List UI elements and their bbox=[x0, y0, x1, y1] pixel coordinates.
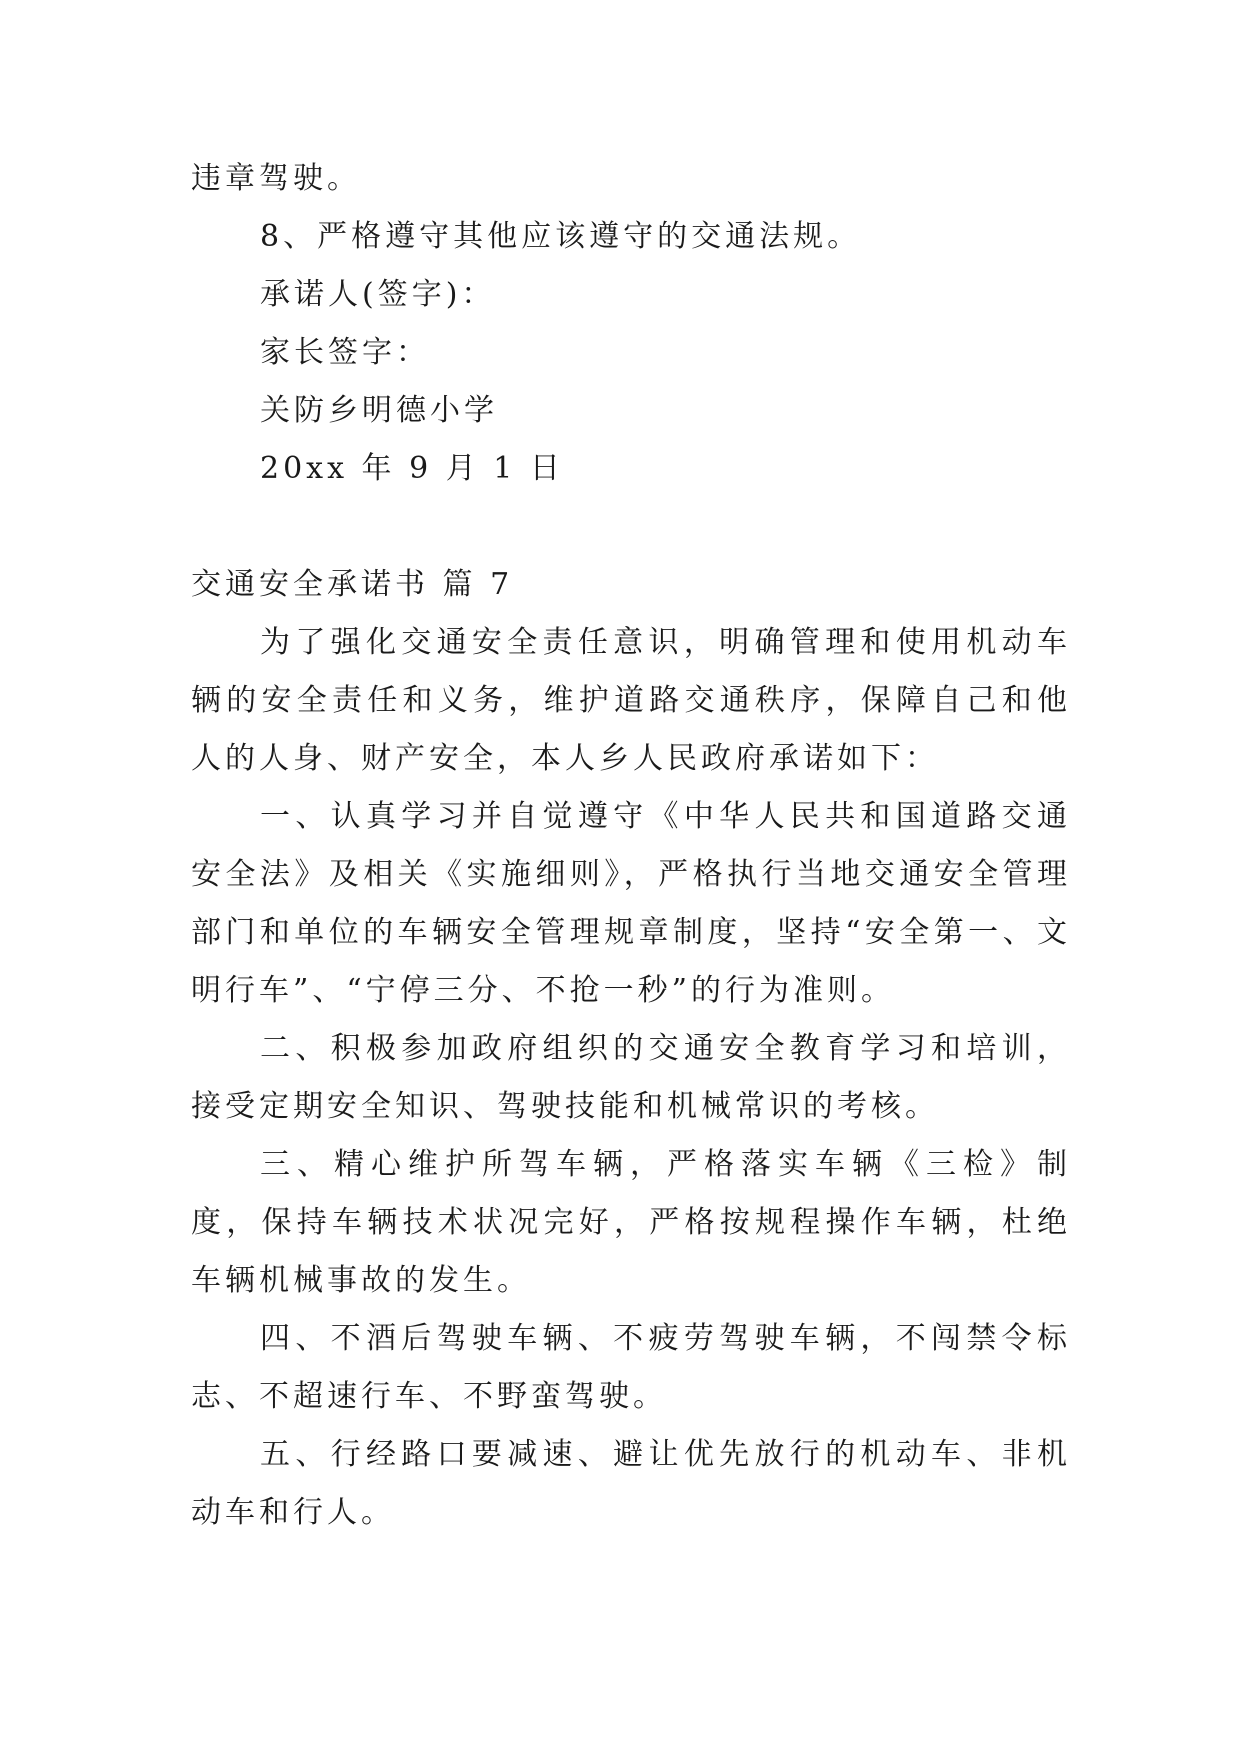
section-gap bbox=[191, 498, 1071, 556]
school-name: 关防乡明德小学 bbox=[260, 393, 498, 428]
item-8: 8、严格遵守其他应该遵守的交通法规。 bbox=[260, 219, 862, 254]
signer-label: 承诺人(签字)： bbox=[260, 277, 496, 312]
commitment-item-4: 四、不酒后驾驶车辆、不疲劳驾驶车辆，不闯禁令标志、不超速行车、不野蛮驾驶。 bbox=[191, 1321, 1071, 1414]
commitment-item-1: 一、认真学习并自觉遵守《中华人民共和国道路交通安全法》及相关《实施细则》，严格执行当地交通安全管理部门和单位的车辆安全管理规章制度，坚持“安全第一、文明行车”、“宁停三分、不抢一秒”的行为准则。 bbox=[191, 799, 1071, 1008]
document-page bbox=[191, 150, 1071, 1542]
parent-sign-label: 家长签字： bbox=[260, 335, 430, 370]
commitment-item-2: 二、积极参加政府组织的交通安全教育学习和培训，接受定期安全知识、驾驶技能和机械常识的考核。 bbox=[191, 1031, 1071, 1124]
section-title: 交通安全承诺书 篇 7 bbox=[191, 567, 514, 602]
document-date: 20xx 年 9 月 1 日 bbox=[260, 451, 564, 486]
continuation-text: 违章驾驶。 bbox=[191, 161, 361, 196]
commitment-item-5: 五、行经路口要减速、避让优先放行的机动车、非机动车和行人。 bbox=[191, 1437, 1071, 1530]
commitment-item-3: 三、精心维护所驾车辆，严格落实车辆《三检》制度，保持车辆技术状况完好，严格按规程操作车辆，杜绝车辆机械事故的发生。 bbox=[191, 1147, 1071, 1298]
intro-paragraph: 为了强化交通安全责任意识，明确管理和使用机动车辆的安全责任和义务，维护道路交通秩序，保障自己和他人的人身、财产安全，本人乡人民政府承诺如下： bbox=[191, 625, 1071, 776]
